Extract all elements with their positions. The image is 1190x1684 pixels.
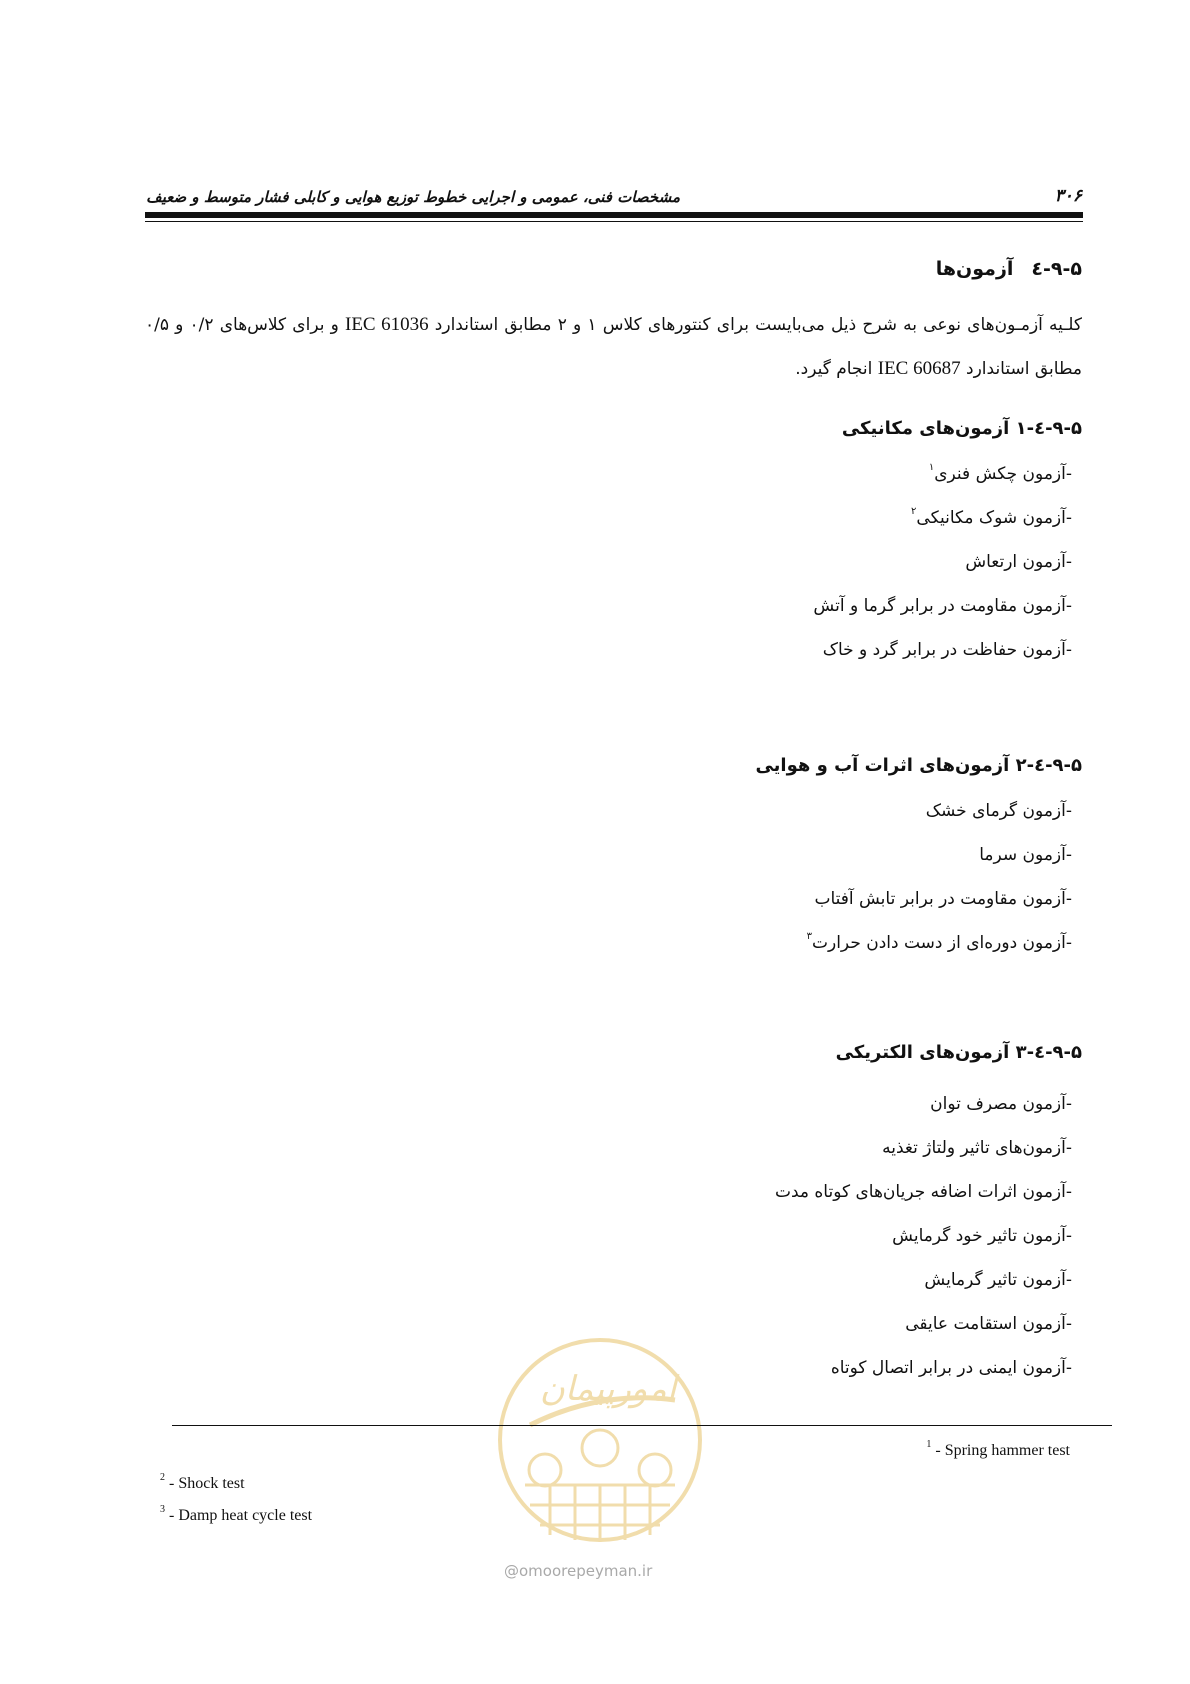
- standard-iec-60687: IEC 60687: [877, 358, 961, 379]
- list-item: -آزمون شوک مکانیکی$^۲$: [911, 506, 1072, 528]
- running-header-title: مشخصات فنی، عمومی و اجرایی خطوط توزیع هوایی و کابلی فشار متوسط و ضعیف: [146, 188, 680, 206]
- list-item: -آزمون مقاومت در برابر گرما و آتش: [813, 596, 1072, 616]
- watermark-logo: [490, 1330, 710, 1560]
- intro-text-3: انجام گیرد.: [795, 359, 873, 379]
- standard-iec-61036: IEC 61036: [345, 314, 429, 335]
- scales-icon: [529, 1454, 561, 1486]
- footnote-ref: ۱: [928, 462, 935, 473]
- watermark-url: @omoorepeyman.ir: [504, 1562, 653, 1580]
- at-icon: @: [504, 1562, 519, 1580]
- electrical-test-list: [775, 1082, 1072, 1390]
- intro-paragraph: [145, 303, 1082, 391]
- list-item: -آزمون مصرف توان: [930, 1094, 1072, 1114]
- footnote-3: $^3$ - Damp heat cycle test: [160, 1504, 313, 1524]
- list-item: -آزمون تاثیر گرمایش: [924, 1270, 1072, 1290]
- list-item: -آزمون اثرات اضافه جریان‌های کوتاه مدت: [774, 1182, 1072, 1202]
- list-item: -آزمون حفاظت در برابر گرد و خاک: [822, 640, 1072, 660]
- list-item: -آزمون تاثیر خود گرمایش: [892, 1226, 1072, 1246]
- section-title: آزمون‌ها: [935, 258, 1014, 280]
- list-item: -آزمون مقاومت در برابر تابش آفتاب: [814, 889, 1072, 909]
- watermark-logo-text: امورپیمان: [539, 1369, 677, 1409]
- footnote-2: $^2$ - Shock test: [160, 1472, 245, 1492]
- list-item: -آزمون ارتعاش: [965, 552, 1072, 572]
- subsection-heading-climatic: ۹-۵-٤-۲ آزمون‌های اثرات آب و هوایی: [755, 755, 1082, 776]
- header-rule-thin: [145, 221, 1083, 222]
- section-heading: [936, 258, 1082, 280]
- list-item: -آزمون دوره‌ای از دست دادن حرارت$^۳$: [806, 931, 1072, 953]
- footnote-1: $^1$ - Spring hammer test: [926, 1439, 1070, 1459]
- subsection-heading-mechanical: ۹-۵-٤-۱ آزمون‌های مکانیکی: [841, 418, 1082, 439]
- section-number: ۹-۵-٤: [1031, 258, 1082, 280]
- list-item: -آزمون‌های تاثیر ولتاژ تغذیه: [882, 1138, 1072, 1158]
- mechanical-test-list: [813, 452, 1072, 672]
- list-item: -آزمون ایمنی در برابر اتصال کوتاه: [830, 1358, 1072, 1378]
- intro-text-1: کلـیه آزمـون‌های نوعی به شرح ذیل می‌بایست برای کنتورهای کلاس ۱ و ۲ مطابق استاندارد: [434, 315, 1082, 335]
- footnote-ref: ۳: [806, 931, 812, 942]
- footnote-rule: [172, 1425, 1112, 1426]
- subsection-heading-electrical: ۹-۵-٤-۳ آزمون‌های الکتریکی: [835, 1042, 1082, 1063]
- footnote-ref: ۲: [911, 506, 917, 517]
- climatic-test-list: [807, 789, 1072, 965]
- page-number: ۳۰۶: [1054, 186, 1082, 206]
- list-item: -آزمون سرما: [979, 845, 1072, 865]
- excavator-icon: [639, 1454, 671, 1486]
- list-item: -آزمون چکش فنری$^۱$: [928, 462, 1072, 484]
- intro-text-2: و برای کلاس‌های ۰/۲ و ۰/۵ مطابق استاندارد: [145, 315, 1082, 379]
- gear-icon: [582, 1430, 618, 1466]
- list-item: -آزمون گرمای خشک: [925, 801, 1072, 821]
- list-item: -آزمون استقامت عایقی: [905, 1314, 1072, 1334]
- header-rule: [145, 212, 1083, 218]
